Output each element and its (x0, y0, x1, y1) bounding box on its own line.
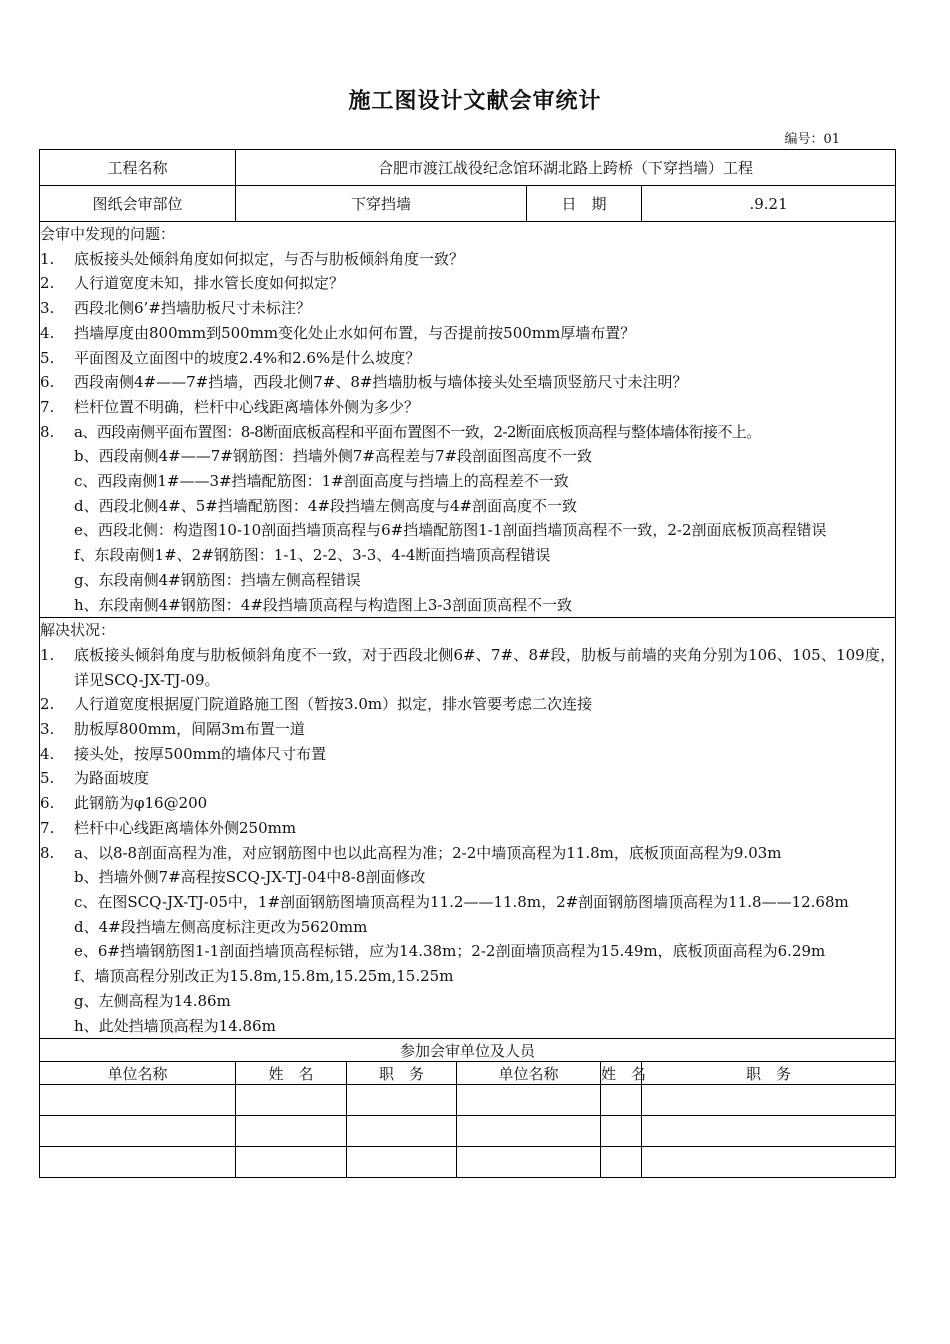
resolution-item (40, 766, 895, 791)
header-person-name: 姓 名 (601, 1062, 642, 1085)
issue-text: 人行道宽度未知，排水管长度如何拟定？ (74, 274, 345, 293)
person-name-cell[interactable] (236, 1116, 347, 1147)
resolution-subitem: d、4#段挡墙左侧高度标注更改为5620mm (74, 917, 368, 936)
position-cell[interactable] (347, 1147, 457, 1178)
resolution-text: 底板接头倾斜角度与肋板倾斜角度不一致，对于西段北侧6#、7#、8#段，肋板与前墙的夹角分别为106、105、109度，详见SCQ-JX-TJ-09。 (74, 645, 896, 689)
person-name-cell[interactable] (601, 1147, 642, 1178)
unit-name-cell[interactable] (40, 1147, 236, 1178)
issue-subitem: c、西段南侧1#——3#挡墙配筋图：1#剖面高度与挡墙上的高程差不一致 (74, 472, 569, 491)
resolution-text: 为路面坡度 (74, 769, 150, 788)
issue-item (40, 420, 895, 445)
resolution-subitem: b、挡墙外侧7#高程按SCQ-JX-TJ-04中8-8剖面修改 (74, 868, 426, 887)
header-position: 职 务 (347, 1062, 457, 1085)
issue-number: 4. (40, 323, 55, 342)
resolution-number: 2. (40, 695, 55, 714)
participant-row (40, 1116, 896, 1147)
resolution-item (40, 742, 895, 767)
participants-heading-row (40, 1039, 896, 1062)
issue-number: 2. (40, 274, 55, 293)
issues-row (40, 222, 896, 618)
review-sheet-table (39, 149, 896, 1178)
issue-item (40, 321, 895, 346)
project-name-label: 工程名称 (40, 150, 236, 186)
issue-text: 栏杆位置不明确，栏杆中心线距离墙体外侧为多少？ (74, 397, 420, 416)
issue-number: 1. (40, 249, 55, 268)
issue-text: 挡墙厚度由800mm到500mm变化处止水如何布置，与否提前按500mm厚墙布置？ (74, 323, 636, 342)
participants-header-row (40, 1062, 896, 1085)
project-row (40, 150, 896, 186)
resolution-item (40, 643, 895, 692)
header-position: 职 务 (642, 1062, 896, 1085)
resolution-subitem: h、此处挡墙顶高程为14.86m (74, 1016, 276, 1035)
resolution-number: 7. (40, 818, 55, 837)
person-name-cell[interactable] (601, 1085, 642, 1116)
resolution-subitem: g、左侧高程为14.86m (74, 991, 231, 1010)
issue-text: 平面图及立面图中的坡度2.4%和2.6%是什么坡度？ (74, 348, 421, 367)
position-cell[interactable] (642, 1147, 896, 1178)
resolution-item (40, 717, 895, 742)
unit-name-cell[interactable] (40, 1085, 236, 1116)
person-name-cell[interactable] (236, 1085, 347, 1116)
resolution-item (40, 791, 895, 816)
issue-number: 8. (40, 422, 55, 441)
header-person-name: 姓 名 (236, 1062, 347, 1085)
document-title: 施工图设计文献会审统计 (348, 88, 602, 114)
resolution-number: 6. (40, 794, 55, 813)
issue-item (40, 395, 895, 420)
drawing-part-label: 图纸会审部位 (40, 186, 236, 222)
issue-number: 7. (40, 397, 55, 416)
resolution-text: 人行道宽度根据厦门院道路施工图（暂按3.0m）拟定，排水管要考虑二次连接 (74, 695, 593, 714)
issue-item (40, 370, 895, 395)
person-name-cell[interactable] (236, 1147, 347, 1178)
issue-text: 西段北侧6’#挡墙肋板尺寸未标注？ (74, 299, 311, 318)
participant-row (40, 1085, 896, 1116)
position-cell[interactable] (347, 1085, 457, 1116)
issues-cell (40, 222, 896, 618)
issue-subitem: d、西段北侧4#、5#挡墙配筋图：4#段挡墙左侧高度与4#剖面高度不一致 (74, 496, 578, 515)
resolution-subitem: c、在图SCQ-JX-TJ-05中，1#剖面钢筋图墙顶高程为11.2——11.8m，2#剖面钢筋图墙顶高程为11.8——12.68m (74, 892, 849, 911)
drawing-part-value: 下穿挡墙 (236, 186, 527, 222)
resolution-subitem: e、6#挡墙钢筋图1-1剖面挡墙顶高程标错，应为14.38m；2-2剖面墙顶高程为15.49m，底板顶面高程为6.29m (74, 942, 826, 961)
unit-name-cell[interactable] (457, 1116, 601, 1147)
issue-text: 西段南侧4#——7#挡墙，西段北侧7#、8#挡墙肋板与墙体接头处至墙顶竖筋尺寸未注明？ (74, 373, 688, 392)
resolution-row (40, 618, 896, 1039)
header-unit-name: 单位名称 (457, 1062, 601, 1085)
position-cell[interactable] (642, 1085, 896, 1116)
resolution-cell (40, 618, 896, 1039)
issue-subitem: e、西段北侧：构造图10-10剖面挡墙顶高程与6#挡墙配筋图1-1剖面挡墙顶高程不一致，2-2剖面底板顶高程错误 (74, 521, 827, 540)
unit-name-cell[interactable] (457, 1085, 601, 1116)
resolution-text: 接头处，按厚500mm的墙体尺寸布置 (74, 744, 327, 763)
issue-text: 底板接头处倾斜角度如何拟定，与否与肋板倾斜角度一致？ (74, 249, 465, 268)
position-cell[interactable] (347, 1116, 457, 1147)
resolution-number: 1. (40, 645, 55, 664)
unit-name-cell[interactable] (457, 1147, 601, 1178)
resolution-text: 此钢筋为φ16@200 (74, 794, 208, 813)
issue-text: a、西段南侧平面布置图：8-8断面底板高程和平面布置图不一致，2-2断面底板顶高程与整体墙体衔接不上。 (74, 422, 761, 441)
issues-heading: 会审中发现的问题： (40, 225, 176, 243)
unit-name-cell[interactable] (40, 1116, 236, 1147)
issue-item (40, 247, 895, 272)
resolution-item (40, 816, 895, 841)
issue-subitem: g、东段南侧4#钢筋图：挡墙左侧高程错误 (74, 570, 361, 589)
issue-item (40, 296, 895, 321)
resolution-number: 4. (40, 744, 55, 763)
position-cell[interactable] (642, 1116, 896, 1147)
issue-subitem: f、东段南侧1#、2#钢筋图：1-1、2-2、3-3、4-4断面挡墙顶高程错误 (74, 546, 551, 565)
header-unit-name: 单位名称 (40, 1062, 236, 1085)
resolution-number: 8. (40, 843, 55, 862)
part-date-row (40, 186, 896, 222)
resolution-item (40, 692, 895, 717)
serial-number: 编号：01 (784, 132, 840, 147)
resolution-heading: 解决状况： (40, 621, 116, 640)
issue-item (40, 346, 895, 371)
date-label: 日 期 (527, 186, 642, 222)
project-name-value: 合肥市渡江战役纪念馆环湖北路上跨桥（下穿挡墙）工程 (236, 150, 896, 186)
issue-item (40, 271, 895, 296)
issue-subitem: b、西段南侧4#——7#钢筋图：挡墙外侧7#高程差与7#段剖面图高度不一致 (74, 447, 593, 466)
resolution-text: 栏杆中心线距离墙体外侧250mm (74, 818, 297, 837)
resolution-subitem: f、墙顶高程分别改正为15.8m,15.8m,15.25m,15.25m (74, 967, 454, 986)
issue-number: 3. (40, 299, 55, 318)
issue-number: 6. (40, 373, 55, 392)
person-name-cell[interactable] (601, 1116, 642, 1147)
resolution-number: 3. (40, 720, 55, 739)
resolution-item (40, 841, 895, 866)
resolution-text: 肋板厚800mm，间隔3m布置一道 (74, 720, 305, 739)
resolution-number: 5. (40, 769, 55, 788)
resolution-text: a、以8-8剖面高程为准，对应钢筋图中也以此高程为准；2-2中墙顶高程为11.8m，底板顶面高程为9.03m (74, 843, 782, 862)
participants-heading: 参加会审单位及人员 (40, 1039, 896, 1062)
date-value: .9.21 (642, 186, 896, 222)
issue-number: 5. (40, 348, 55, 367)
participant-row (40, 1147, 896, 1178)
issue-subitem: h、东段南侧4#钢筋图：4#段挡墙顶高程与构造图上3-3剖面顶高程不一致 (74, 595, 573, 614)
